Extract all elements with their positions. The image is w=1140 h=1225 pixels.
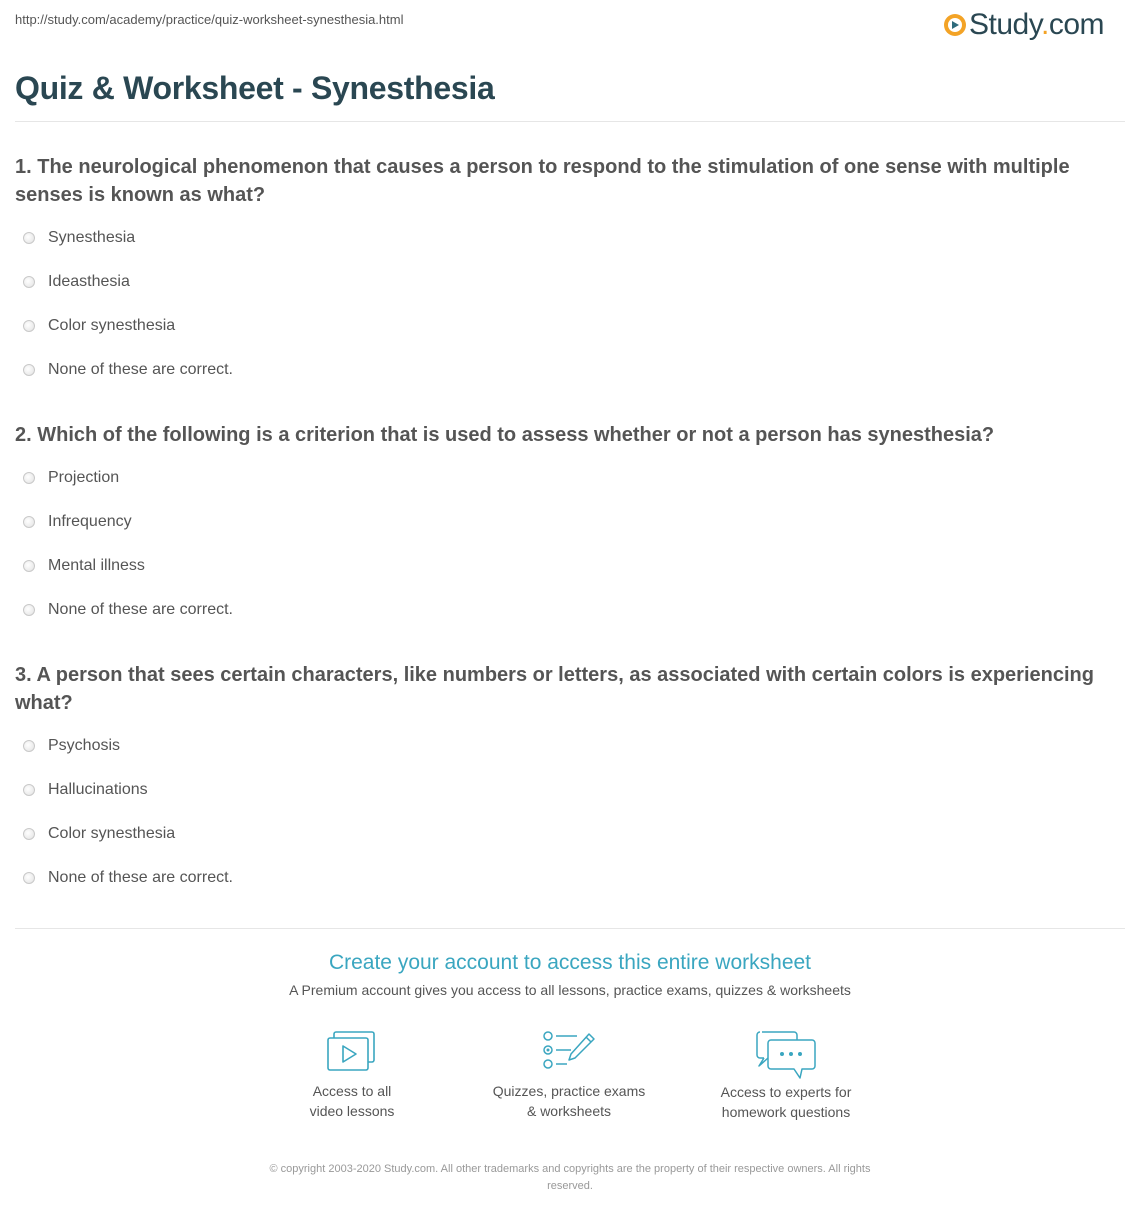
radio-button[interactable]: [23, 276, 35, 288]
radio-button[interactable]: [23, 604, 35, 616]
option-label: Hallucinations: [48, 781, 148, 798]
answer-option[interactable]: [23, 315, 175, 337]
answer-option[interactable]: [23, 867, 233, 889]
answer-option[interactable]: [23, 467, 119, 489]
option-label: Color synesthesia: [48, 317, 176, 334]
option-label: Mental illness: [48, 557, 145, 574]
answer-option[interactable]: [23, 735, 120, 757]
question-3: 3. A person that sees certain characters, like numbers or letters, as associated with certain colors is experiencing what?: [15, 664, 1094, 714]
radio-button[interactable]: [23, 560, 35, 572]
radio-button[interactable]: [23, 828, 35, 840]
answer-option[interactable]: [23, 511, 132, 533]
feature-label: video lessons: [309, 1103, 395, 1119]
study-logo[interactable]: [944, 5, 1104, 45]
option-label: Infrequency: [48, 513, 132, 530]
radio-button[interactable]: [23, 784, 35, 796]
option-label: Projection: [48, 469, 120, 486]
logo-wordmark: Study.com: [969, 8, 1105, 41]
copyright-footer: © copyright 2003-2020 Study.com. All other trademarks and copyrights are the property of their respective owners. All rights reserved.: [269, 1163, 871, 1192]
answer-option[interactable]: [23, 599, 233, 621]
radio-button[interactable]: [23, 364, 35, 376]
quiz-checklist-icon: [541, 1030, 597, 1074]
option-label: None of these are correct.: [48, 869, 233, 886]
feature-video-lessons: [252, 1030, 452, 1121]
answer-option[interactable]: [23, 227, 135, 249]
answer-option[interactable]: [23, 555, 145, 577]
divider: [15, 121, 1125, 122]
radio-button[interactable]: [23, 472, 35, 484]
radio-button[interactable]: [23, 872, 35, 884]
answer-option[interactable]: [23, 359, 233, 381]
feature-quizzes: [469, 1030, 669, 1121]
answer-option[interactable]: [23, 271, 130, 293]
option-label: Psychosis: [48, 737, 121, 754]
radio-button[interactable]: [23, 740, 35, 752]
page-url: http://study.com/academy/practice/quiz-worksheet-synesthesia.html: [15, 12, 404, 27]
video-lessons-icon: [326, 1030, 378, 1074]
option-label: None of these are correct.: [48, 361, 233, 378]
play-logo-icon: [944, 14, 966, 36]
premium-description: A Premium account gives you access to all lessons, practice exams, quizzes & worksheets: [289, 982, 851, 998]
radio-button[interactable]: [23, 232, 35, 244]
feature-experts: [686, 1030, 886, 1122]
feature-label: homework questions: [721, 1104, 851, 1120]
feature-label: Access to experts for: [720, 1084, 852, 1100]
answer-option[interactable]: [23, 779, 148, 801]
radio-button[interactable]: [23, 320, 35, 332]
radio-button[interactable]: [23, 516, 35, 528]
question-1: 1. The neurological phenomenon that causes a person to respond to the stimulation of one sense with multiple senses is known as what?: [15, 156, 1070, 206]
option-label: None of these are correct.: [48, 601, 233, 618]
page-title: Quiz & Worksheet - Synesthesia: [15, 70, 495, 106]
divider: [15, 928, 1125, 929]
option-label: Synesthesia: [48, 229, 136, 246]
feature-label: & worksheets: [526, 1103, 612, 1119]
create-account-link[interactable]: Create your account to access this entire worksheet: [328, 951, 812, 974]
option-label: Ideasthesia: [48, 273, 130, 290]
feature-label: Quizzes, practice exams: [492, 1083, 646, 1099]
feature-label: Access to all: [312, 1083, 392, 1099]
answer-option[interactable]: [23, 823, 175, 845]
question-2: 2. Which of the following is a criterion that is used to assess whether or not a person has synesthesia?: [15, 424, 995, 446]
chat-bubbles-icon: [754, 1030, 818, 1082]
option-label: Color synesthesia: [48, 825, 176, 842]
